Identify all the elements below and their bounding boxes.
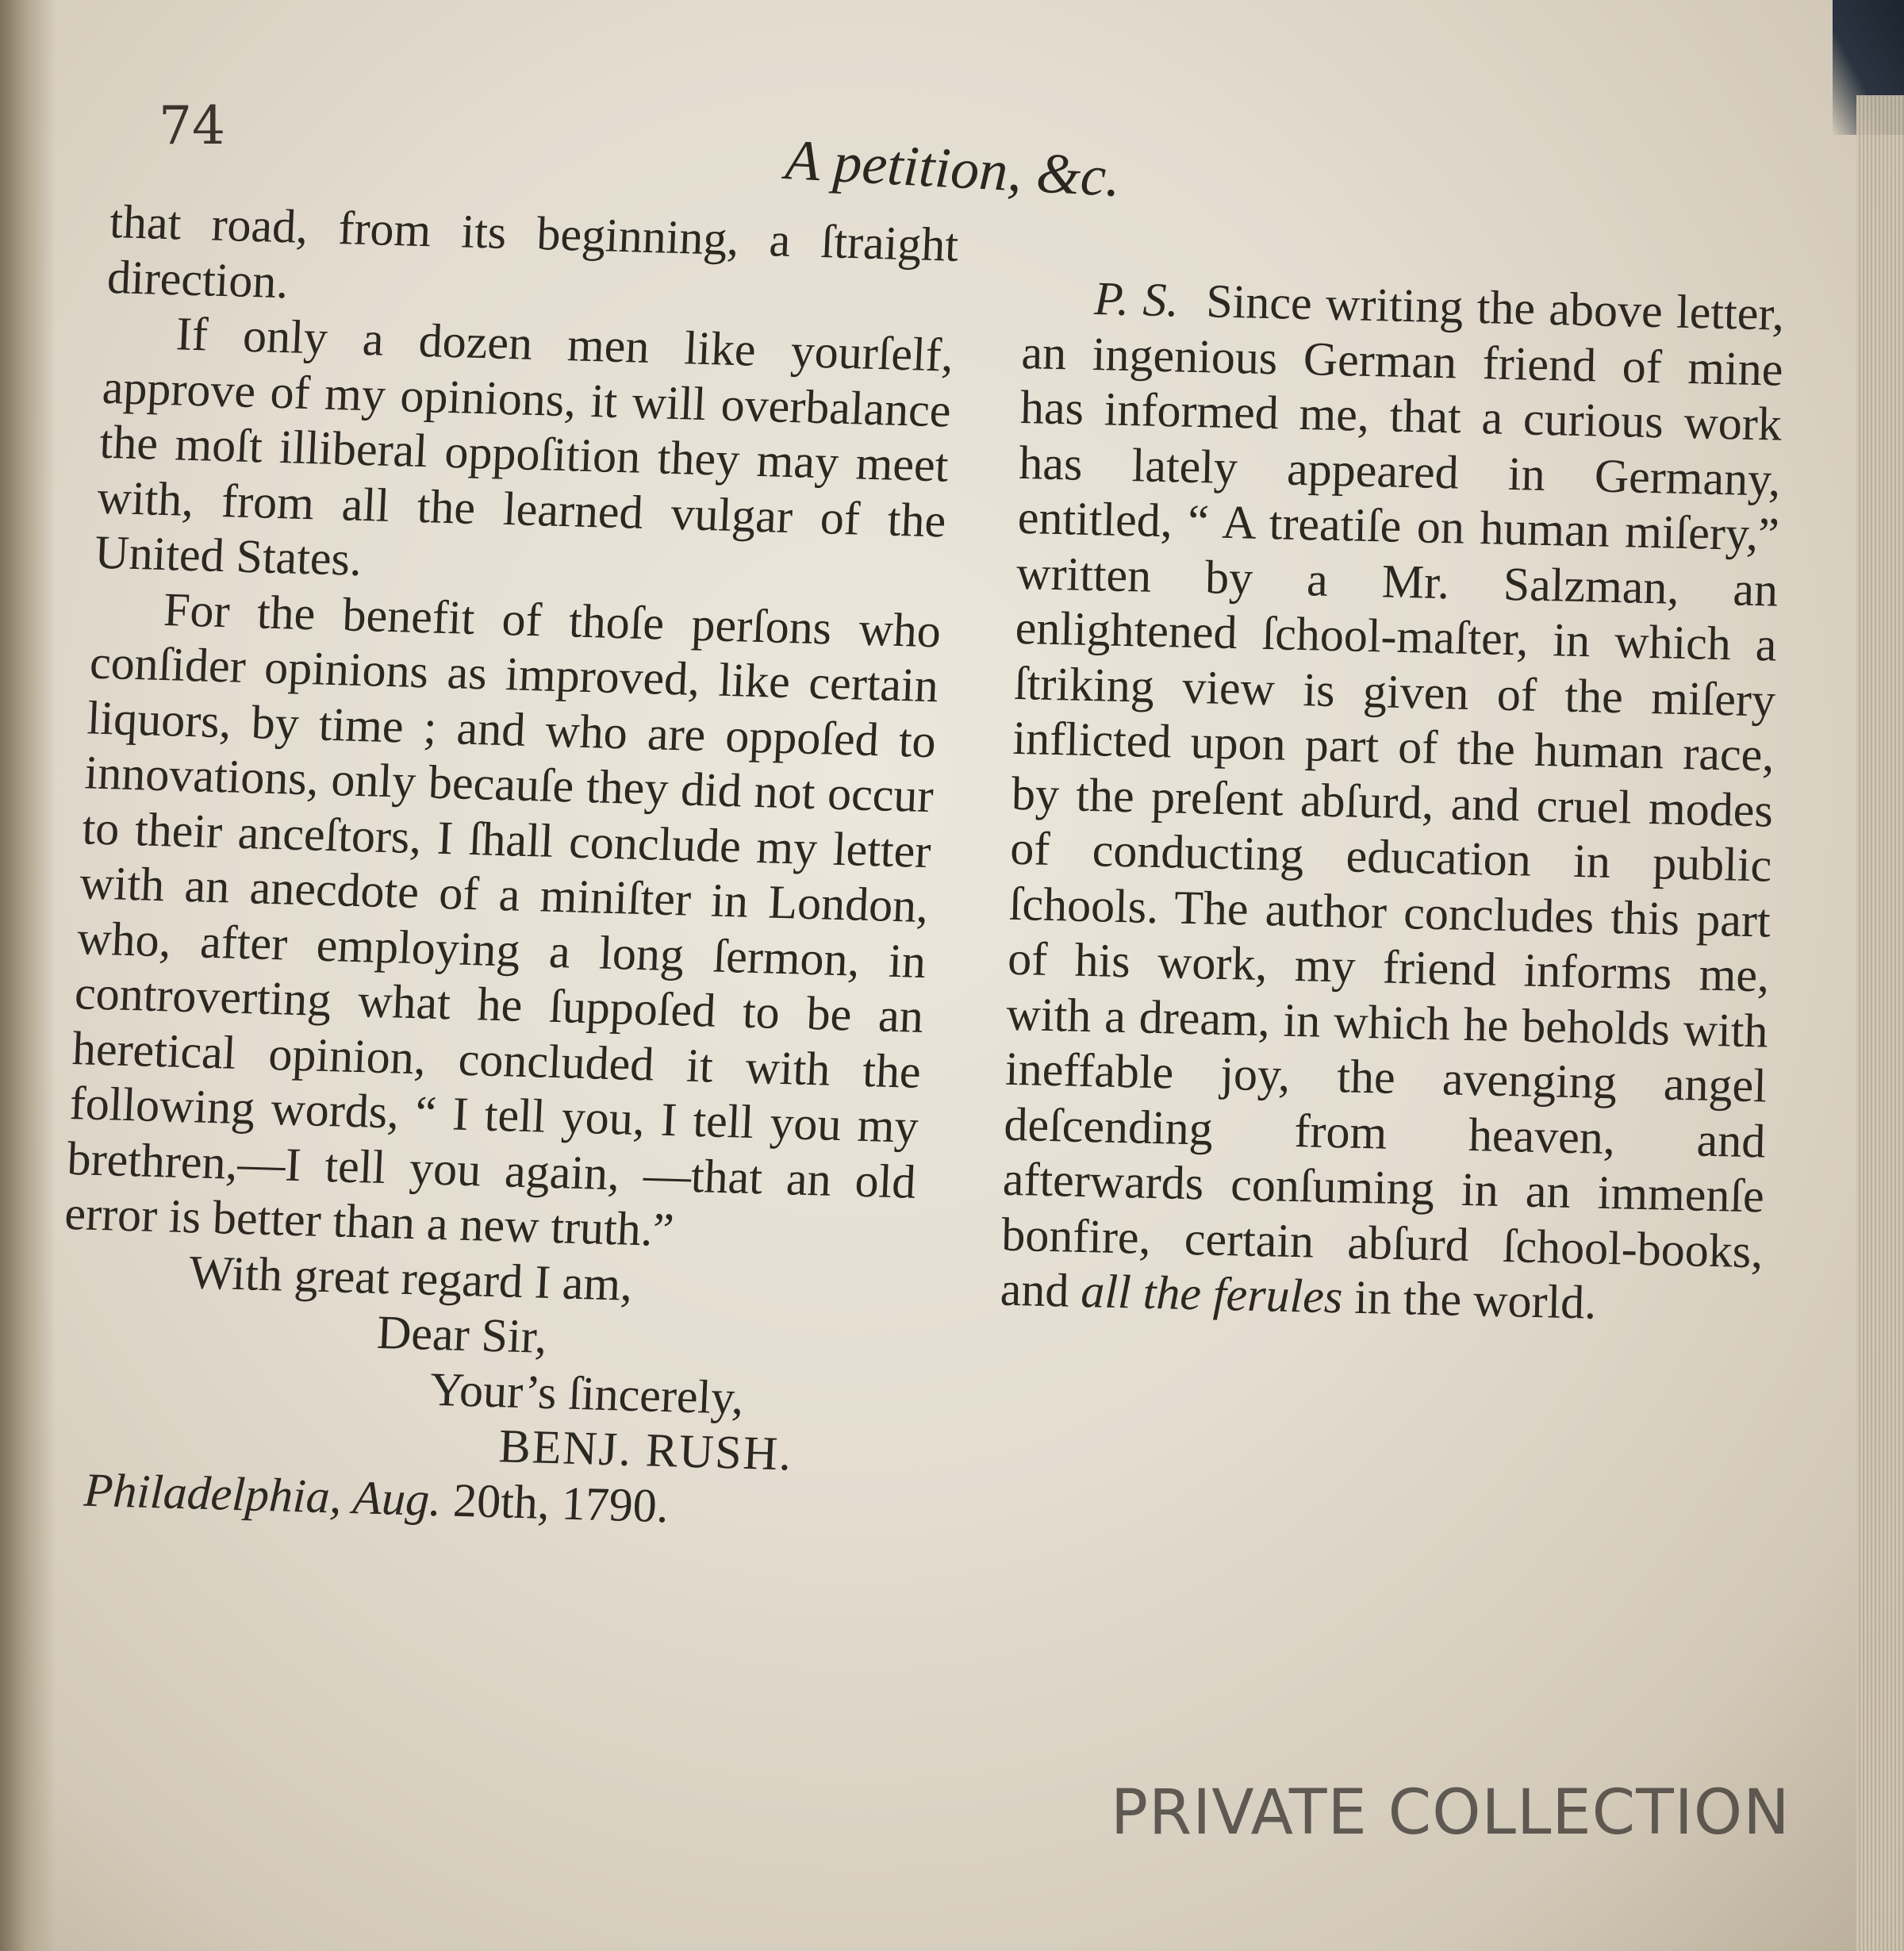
paragraph-anecdote: For the benefit of thoſe perſons who conſider opinions as improved, like certain liquors, by time ; and who are oppoſed to innovations, only becauſe they did not occur to their anceſtors, I ſhall conclude my letter with an anecdote of a miniſter in London, who, after employing a long ſermon, in controverting what he ſuppoſed to be an heretical opinion, concluded it with the following words, “ I tell you, I tell you my brethren,—I tell you again, —that an old error is better than a new truth.” [63,582,942,1257]
date: 20th, 1790. [451,1473,670,1532]
postscript [1000,270,1785,1335]
page-number: 74 [159,95,225,156]
closing-line: With great regard I am, [187,1245,634,1311]
ps-ending: in the world. [1353,1270,1597,1329]
author-signature: BENJ. RUSH. [497,1419,794,1481]
salutation: Dear Sir, [375,1305,548,1363]
ps-label: P. S. [1093,272,1180,327]
ps-text: Since writing the above letter, an ingenious German friend of mine has informed me, that a curious work has lately appeared in Germany, entitled, “ A treatiſe on human miſery,” written by a Mr. Salzman, an enlightened ſchool-maſter, in which a ſtriking view is given of the miſery inflicted upon part of the human race, by the preſent abſurd, and cruel modes of conducting education in public ſchools. The author concludes this part of his work, my friend informs me, with a dream, in which he beholds with ineffable joy, the avenging angel deſcending from heaven, and afterwards conſuming in an immenſe bonfire, certain abſurd ſchool-books, and [1000,275,1785,1317]
valediction: Your’s ſincerely, [428,1362,745,1424]
left-column [51,194,959,1540]
ps-italic: all the ferules [1080,1264,1344,1323]
binding-shadow [0,0,56,1951]
right-column [1000,270,1785,1335]
watermark: PRIVATE COLLECTION [1111,1777,1791,1849]
page-edges [1856,95,1904,1951]
paragraph-opinions: If only a dozen men like yourſelf, approve of my opinions, it will overbalance the moſt illiberal oppoſition they may meet with, from all the learned vulgar of the United States. [94,307,955,586]
paragraph-continuation: that road, from its beginning, a ſtraight direction. [106,194,960,308]
running-head: A petition, &c. [783,128,1123,209]
place: Philadelphia, Aug. [83,1463,443,1526]
